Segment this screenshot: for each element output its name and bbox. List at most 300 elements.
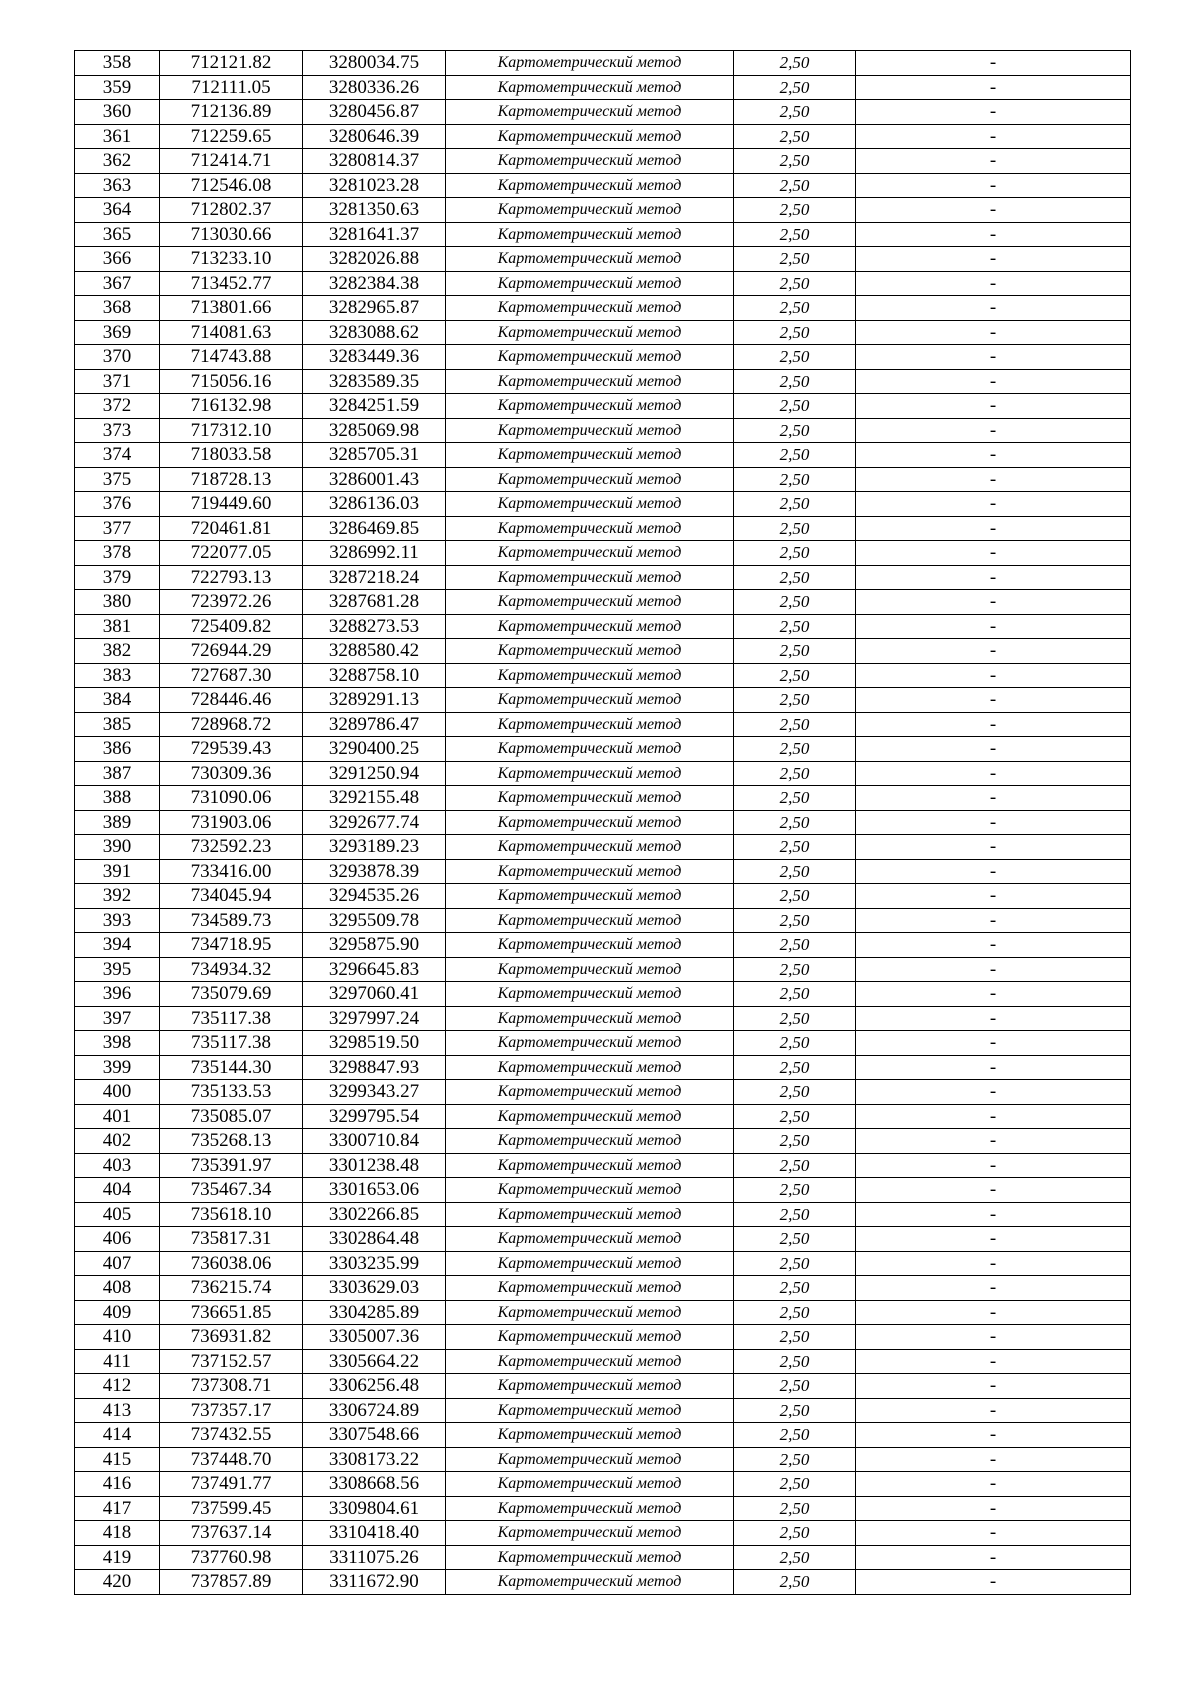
point-number-cell: 409	[75, 1300, 160, 1325]
description-cell: -	[856, 565, 1131, 590]
y-coordinate-cell: 3298519.50	[303, 1031, 446, 1056]
description-cell: -	[856, 467, 1131, 492]
y-coordinate-cell: 3294535.26	[303, 884, 446, 909]
y-coordinate-cell: 3300710.84	[303, 1129, 446, 1154]
table-row	[75, 369, 1131, 394]
accuracy-cell: 2,50	[734, 884, 856, 909]
y-coordinate-cell: 3283088.62	[303, 320, 446, 345]
method-cell: Картометрический метод	[446, 786, 734, 811]
description-cell: -	[856, 51, 1131, 76]
point-number-cell: 392	[75, 884, 160, 909]
point-number-cell: 369	[75, 320, 160, 345]
method-cell: Картометрический метод	[446, 296, 734, 321]
table-row	[75, 1178, 1131, 1203]
table-row	[75, 1251, 1131, 1276]
accuracy-cell: 2,50	[734, 1129, 856, 1154]
table-row	[75, 565, 1131, 590]
method-cell: Картометрический метод	[446, 1202, 734, 1227]
accuracy-cell: 2,50	[734, 1496, 856, 1521]
y-coordinate-cell: 3289786.47	[303, 712, 446, 737]
accuracy-cell: 2,50	[734, 443, 856, 468]
table-row	[75, 1472, 1131, 1497]
point-number-cell: 397	[75, 1006, 160, 1031]
description-cell: -	[856, 1374, 1131, 1399]
accuracy-cell: 2,50	[734, 124, 856, 149]
x-coordinate-cell: 712111.05	[160, 75, 303, 100]
description-cell: -	[856, 712, 1131, 737]
x-coordinate-cell: 731090.06	[160, 786, 303, 811]
method-cell: Картометрический метод	[446, 1055, 734, 1080]
point-number-cell: 374	[75, 443, 160, 468]
table-row	[75, 1496, 1131, 1521]
y-coordinate-cell: 3311672.90	[303, 1570, 446, 1595]
method-cell: Картометрический метод	[446, 75, 734, 100]
table-row	[75, 1227, 1131, 1252]
point-number-cell: 408	[75, 1276, 160, 1301]
y-coordinate-cell: 3280034.75	[303, 51, 446, 76]
table-row	[75, 247, 1131, 272]
point-number-cell: 405	[75, 1202, 160, 1227]
x-coordinate-cell: 737152.57	[160, 1349, 303, 1374]
description-cell: -	[856, 1325, 1131, 1350]
description-cell: -	[856, 369, 1131, 394]
x-coordinate-cell: 713233.10	[160, 247, 303, 272]
description-cell: -	[856, 1006, 1131, 1031]
y-coordinate-cell: 3308173.22	[303, 1447, 446, 1472]
description-cell: -	[856, 663, 1131, 688]
x-coordinate-cell: 736931.82	[160, 1325, 303, 1350]
table-row	[75, 957, 1131, 982]
coordinates-table-body	[75, 51, 1131, 1595]
y-coordinate-cell: 3311075.26	[303, 1545, 446, 1570]
description-cell: -	[856, 1423, 1131, 1448]
accuracy-cell: 2,50	[734, 688, 856, 713]
accuracy-cell: 2,50	[734, 663, 856, 688]
table-row	[75, 614, 1131, 639]
accuracy-cell: 2,50	[734, 541, 856, 566]
accuracy-cell: 2,50	[734, 810, 856, 835]
accuracy-cell: 2,50	[734, 1447, 856, 1472]
point-number-cell: 393	[75, 908, 160, 933]
point-number-cell: 364	[75, 198, 160, 223]
description-cell: -	[856, 1496, 1131, 1521]
method-cell: Картометрический метод	[446, 369, 734, 394]
table-row	[75, 1031, 1131, 1056]
point-number-cell: 379	[75, 565, 160, 590]
point-number-cell: 382	[75, 639, 160, 664]
x-coordinate-cell: 715056.16	[160, 369, 303, 394]
method-cell: Картометрический метод	[446, 1349, 734, 1374]
y-coordinate-cell: 3282384.38	[303, 271, 446, 296]
method-cell: Картометрический метод	[446, 1496, 734, 1521]
x-coordinate-cell: 720461.81	[160, 516, 303, 541]
accuracy-cell: 2,50	[734, 198, 856, 223]
accuracy-cell: 2,50	[734, 1104, 856, 1129]
table-row	[75, 1129, 1131, 1154]
method-cell: Картометрический метод	[446, 1300, 734, 1325]
description-cell: -	[856, 320, 1131, 345]
point-number-cell: 396	[75, 982, 160, 1007]
table-row	[75, 1300, 1131, 1325]
accuracy-cell: 2,50	[734, 1545, 856, 1570]
table-row	[75, 443, 1131, 468]
y-coordinate-cell: 3281641.37	[303, 222, 446, 247]
description-cell: -	[856, 222, 1131, 247]
y-coordinate-cell: 3285705.31	[303, 443, 446, 468]
method-cell: Картометрический метод	[446, 516, 734, 541]
table-row	[75, 663, 1131, 688]
point-number-cell: 394	[75, 933, 160, 958]
accuracy-cell: 2,50	[734, 614, 856, 639]
method-cell: Картометрический метод	[446, 614, 734, 639]
y-coordinate-cell: 3299343.27	[303, 1080, 446, 1105]
accuracy-cell: 2,50	[734, 418, 856, 443]
y-coordinate-cell: 3302864.48	[303, 1227, 446, 1252]
table-row	[75, 418, 1131, 443]
x-coordinate-cell: 737599.45	[160, 1496, 303, 1521]
method-cell: Картометрический метод	[446, 1472, 734, 1497]
x-coordinate-cell: 734718.95	[160, 933, 303, 958]
y-coordinate-cell: 3281350.63	[303, 198, 446, 223]
point-number-cell: 385	[75, 712, 160, 737]
method-cell: Картометрический метод	[446, 222, 734, 247]
x-coordinate-cell: 737432.55	[160, 1423, 303, 1448]
table-row	[75, 271, 1131, 296]
x-coordinate-cell: 731903.06	[160, 810, 303, 835]
x-coordinate-cell: 713030.66	[160, 222, 303, 247]
accuracy-cell: 2,50	[734, 590, 856, 615]
description-cell: -	[856, 639, 1131, 664]
description-cell: -	[856, 443, 1131, 468]
table-row	[75, 1325, 1131, 1350]
method-cell: Картометрический метод	[446, 394, 734, 419]
y-coordinate-cell: 3297997.24	[303, 1006, 446, 1031]
x-coordinate-cell: 737857.89	[160, 1570, 303, 1595]
point-number-cell: 363	[75, 173, 160, 198]
method-cell: Картометрический метод	[446, 173, 734, 198]
y-coordinate-cell: 3286136.03	[303, 492, 446, 517]
description-cell: -	[856, 1300, 1131, 1325]
x-coordinate-cell: 728446.46	[160, 688, 303, 713]
x-coordinate-cell: 733416.00	[160, 859, 303, 884]
description-cell: -	[856, 810, 1131, 835]
x-coordinate-cell: 734589.73	[160, 908, 303, 933]
table-row	[75, 1349, 1131, 1374]
x-coordinate-cell: 730309.36	[160, 761, 303, 786]
point-number-cell: 371	[75, 369, 160, 394]
method-cell: Картометрический метод	[446, 982, 734, 1007]
table-row	[75, 786, 1131, 811]
y-coordinate-cell: 3298847.93	[303, 1055, 446, 1080]
method-cell: Картометрический метод	[446, 345, 734, 370]
description-cell: -	[856, 590, 1131, 615]
y-coordinate-cell: 3280336.26	[303, 75, 446, 100]
accuracy-cell: 2,50	[734, 639, 856, 664]
x-coordinate-cell: 734934.32	[160, 957, 303, 982]
point-number-cell: 366	[75, 247, 160, 272]
description-cell: -	[856, 1349, 1131, 1374]
x-coordinate-cell: 736651.85	[160, 1300, 303, 1325]
description-cell: -	[856, 859, 1131, 884]
method-cell: Картометрический метод	[446, 810, 734, 835]
y-coordinate-cell: 3287218.24	[303, 565, 446, 590]
x-coordinate-cell: 719449.60	[160, 492, 303, 517]
table-row	[75, 1545, 1131, 1570]
x-coordinate-cell: 712136.89	[160, 100, 303, 125]
point-number-cell: 417	[75, 1496, 160, 1521]
description-cell: -	[856, 1227, 1131, 1252]
y-coordinate-cell: 3305007.36	[303, 1325, 446, 1350]
table-row	[75, 1104, 1131, 1129]
method-cell: Картометрический метод	[446, 247, 734, 272]
y-coordinate-cell: 3288758.10	[303, 663, 446, 688]
x-coordinate-cell: 734045.94	[160, 884, 303, 909]
description-cell: -	[856, 345, 1131, 370]
table-row	[75, 320, 1131, 345]
table-row	[75, 1080, 1131, 1105]
method-cell: Картометрический метод	[446, 1129, 734, 1154]
description-cell: -	[856, 124, 1131, 149]
table-row	[75, 1447, 1131, 1472]
y-coordinate-cell: 3306724.89	[303, 1398, 446, 1423]
table-row	[75, 835, 1131, 860]
table-row	[75, 1202, 1131, 1227]
point-number-cell: 373	[75, 418, 160, 443]
point-number-cell: 372	[75, 394, 160, 419]
y-coordinate-cell: 3282965.87	[303, 296, 446, 321]
accuracy-cell: 2,50	[734, 1570, 856, 1595]
method-cell: Картометрический метод	[446, 100, 734, 125]
method-cell: Картометрический метод	[446, 467, 734, 492]
point-number-cell: 407	[75, 1251, 160, 1276]
table-row	[75, 296, 1131, 321]
point-number-cell: 365	[75, 222, 160, 247]
description-cell: -	[856, 149, 1131, 174]
method-cell: Картометрический метод	[446, 1031, 734, 1056]
accuracy-cell: 2,50	[734, 394, 856, 419]
description-cell: -	[856, 1251, 1131, 1276]
description-cell: -	[856, 1545, 1131, 1570]
x-coordinate-cell: 713452.77	[160, 271, 303, 296]
x-coordinate-cell: 716132.98	[160, 394, 303, 419]
point-number-cell: 399	[75, 1055, 160, 1080]
x-coordinate-cell: 737491.77	[160, 1472, 303, 1497]
x-coordinate-cell: 728968.72	[160, 712, 303, 737]
point-number-cell: 387	[75, 761, 160, 786]
description-cell: -	[856, 1055, 1131, 1080]
y-coordinate-cell: 3292155.48	[303, 786, 446, 811]
y-coordinate-cell: 3288580.42	[303, 639, 446, 664]
method-cell: Картометрический метод	[446, 1398, 734, 1423]
y-coordinate-cell: 3280646.39	[303, 124, 446, 149]
accuracy-cell: 2,50	[734, 1276, 856, 1301]
accuracy-cell: 2,50	[734, 1325, 856, 1350]
coordinates-table	[74, 50, 1131, 1595]
point-number-cell: 419	[75, 1545, 160, 1570]
table-row	[75, 737, 1131, 762]
table-row	[75, 100, 1131, 125]
y-coordinate-cell: 3284251.59	[303, 394, 446, 419]
method-cell: Картометрический метод	[446, 149, 734, 174]
description-cell: -	[856, 541, 1131, 566]
y-coordinate-cell: 3297060.41	[303, 982, 446, 1007]
method-cell: Картометрический метод	[446, 1080, 734, 1105]
y-coordinate-cell: 3293878.39	[303, 859, 446, 884]
point-number-cell: 378	[75, 541, 160, 566]
description-cell: -	[856, 884, 1131, 909]
x-coordinate-cell: 712546.08	[160, 173, 303, 198]
method-cell: Картометрический метод	[446, 565, 734, 590]
point-number-cell: 358	[75, 51, 160, 76]
method-cell: Картометрический метод	[446, 688, 734, 713]
description-cell: -	[856, 198, 1131, 223]
y-coordinate-cell: 3303235.99	[303, 1251, 446, 1276]
accuracy-cell: 2,50	[734, 1080, 856, 1105]
method-cell: Картометрический метод	[446, 418, 734, 443]
accuracy-cell: 2,50	[734, 173, 856, 198]
description-cell: -	[856, 982, 1131, 1007]
x-coordinate-cell: 735117.38	[160, 1006, 303, 1031]
x-coordinate-cell: 725409.82	[160, 614, 303, 639]
point-number-cell: 368	[75, 296, 160, 321]
accuracy-cell: 2,50	[734, 565, 856, 590]
table-row	[75, 761, 1131, 786]
table-row	[75, 1276, 1131, 1301]
method-cell: Картометрический метод	[446, 957, 734, 982]
accuracy-cell: 2,50	[734, 1521, 856, 1546]
table-row	[75, 859, 1131, 884]
point-number-cell: 376	[75, 492, 160, 517]
description-cell: -	[856, 394, 1131, 419]
accuracy-cell: 2,50	[734, 1153, 856, 1178]
table-row	[75, 1055, 1131, 1080]
method-cell: Картометрический метод	[446, 761, 734, 786]
table-row	[75, 1423, 1131, 1448]
x-coordinate-cell: 718033.58	[160, 443, 303, 468]
method-cell: Картометрический метод	[446, 835, 734, 860]
method-cell: Картометрический метод	[446, 908, 734, 933]
accuracy-cell: 2,50	[734, 859, 856, 884]
table-row	[75, 688, 1131, 713]
table-row	[75, 345, 1131, 370]
accuracy-cell: 2,50	[734, 712, 856, 737]
table-row	[75, 1374, 1131, 1399]
x-coordinate-cell: 713801.66	[160, 296, 303, 321]
y-coordinate-cell: 3292677.74	[303, 810, 446, 835]
method-cell: Картометрический метод	[446, 1521, 734, 1546]
accuracy-cell: 2,50	[734, 1178, 856, 1203]
x-coordinate-cell: 726944.29	[160, 639, 303, 664]
x-coordinate-cell: 735079.69	[160, 982, 303, 1007]
method-cell: Картометрический метод	[446, 320, 734, 345]
accuracy-cell: 2,50	[734, 933, 856, 958]
y-coordinate-cell: 3295875.90	[303, 933, 446, 958]
y-coordinate-cell: 3286001.43	[303, 467, 446, 492]
table-row	[75, 1153, 1131, 1178]
accuracy-cell: 2,50	[734, 1202, 856, 1227]
point-number-cell: 377	[75, 516, 160, 541]
accuracy-cell: 2,50	[734, 516, 856, 541]
y-coordinate-cell: 3303629.03	[303, 1276, 446, 1301]
point-number-cell: 367	[75, 271, 160, 296]
accuracy-cell: 2,50	[734, 1300, 856, 1325]
description-cell: -	[856, 1472, 1131, 1497]
accuracy-cell: 2,50	[734, 75, 856, 100]
description-cell: -	[856, 1447, 1131, 1472]
method-cell: Картометрический метод	[446, 1545, 734, 1570]
method-cell: Картометрический метод	[446, 1227, 734, 1252]
accuracy-cell: 2,50	[734, 1374, 856, 1399]
table-row	[75, 908, 1131, 933]
description-cell: -	[856, 761, 1131, 786]
y-coordinate-cell: 3307548.66	[303, 1423, 446, 1448]
point-number-cell: 360	[75, 100, 160, 125]
x-coordinate-cell: 737637.14	[160, 1521, 303, 1546]
y-coordinate-cell: 3289291.13	[303, 688, 446, 713]
accuracy-cell: 2,50	[734, 1251, 856, 1276]
point-number-cell: 400	[75, 1080, 160, 1105]
description-cell: -	[856, 418, 1131, 443]
table-row	[75, 75, 1131, 100]
accuracy-cell: 2,50	[734, 1006, 856, 1031]
y-coordinate-cell: 3280456.87	[303, 100, 446, 125]
x-coordinate-cell: 723972.26	[160, 590, 303, 615]
y-coordinate-cell: 3304285.89	[303, 1300, 446, 1325]
accuracy-cell: 2,50	[734, 369, 856, 394]
y-coordinate-cell: 3280814.37	[303, 149, 446, 174]
method-cell: Картометрический метод	[446, 859, 734, 884]
y-coordinate-cell: 3299795.54	[303, 1104, 446, 1129]
method-cell: Картометрический метод	[446, 1325, 734, 1350]
x-coordinate-cell: 735391.97	[160, 1153, 303, 1178]
y-coordinate-cell: 3286992.11	[303, 541, 446, 566]
y-coordinate-cell: 3296645.83	[303, 957, 446, 982]
point-number-cell: 404	[75, 1178, 160, 1203]
point-number-cell: 416	[75, 1472, 160, 1497]
description-cell: -	[856, 908, 1131, 933]
method-cell: Картометрический метод	[446, 1570, 734, 1595]
y-coordinate-cell: 3295509.78	[303, 908, 446, 933]
x-coordinate-cell: 735144.30	[160, 1055, 303, 1080]
method-cell: Картометрический метод	[446, 1153, 734, 1178]
point-number-cell: 413	[75, 1398, 160, 1423]
description-cell: -	[856, 173, 1131, 198]
table-row	[75, 198, 1131, 223]
accuracy-cell: 2,50	[734, 320, 856, 345]
table-row	[75, 124, 1131, 149]
y-coordinate-cell: 3288273.53	[303, 614, 446, 639]
description-cell: -	[856, 1570, 1131, 1595]
description-cell: -	[856, 933, 1131, 958]
description-cell: -	[856, 737, 1131, 762]
point-number-cell: 375	[75, 467, 160, 492]
description-cell: -	[856, 614, 1131, 639]
accuracy-cell: 2,50	[734, 296, 856, 321]
x-coordinate-cell: 714743.88	[160, 345, 303, 370]
point-number-cell: 380	[75, 590, 160, 615]
accuracy-cell: 2,50	[734, 761, 856, 786]
accuracy-cell: 2,50	[734, 100, 856, 125]
x-coordinate-cell: 712802.37	[160, 198, 303, 223]
point-number-cell: 359	[75, 75, 160, 100]
table-row	[75, 933, 1131, 958]
method-cell: Картометрический метод	[446, 51, 734, 76]
method-cell: Картометрический метод	[446, 1374, 734, 1399]
description-cell: -	[856, 1153, 1131, 1178]
method-cell: Картометрический метод	[446, 1251, 734, 1276]
accuracy-cell: 2,50	[734, 345, 856, 370]
accuracy-cell: 2,50	[734, 492, 856, 517]
